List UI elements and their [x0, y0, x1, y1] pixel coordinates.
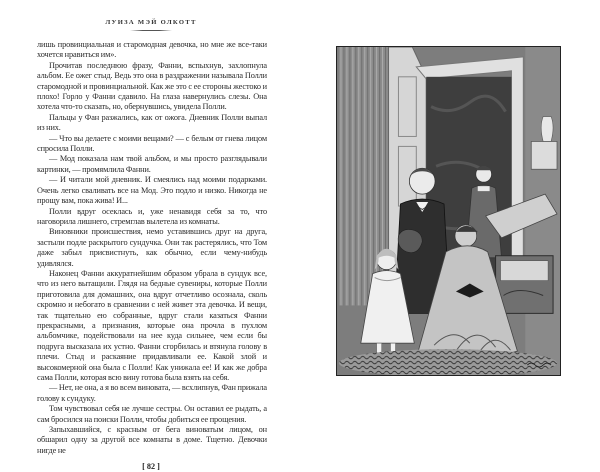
body-text — [37, 40, 267, 456]
dialogue-paragraph: — И читали мой дневник. И смеялись над моими подарками. Очень легко сваливать все на Мод. Это подло и низко. Никогда не прощу вам, пока жива! И... — [37, 175, 267, 206]
paragraph: Полли вдруг осеклась и, уже ненавидя себя за то, что наговорила лишнего, стремглав вылетела из комнаты. — [37, 206, 267, 226]
boy-head — [409, 168, 435, 194]
left-page — [0, 0, 300, 471]
paragraph: Том чувствовал себя не лучше сестры. Он оставил ее рыдать, а сам бросился на поиски Полли, чтобы добиться ее прощения. — [37, 404, 267, 424]
running-head: ЛУИЗА МЭЙ ОЛКОТТ — [105, 19, 197, 26]
paragraph: Пальцы у Фан разжались, как от ожога. Дневник Полли выпал из них. — [37, 112, 267, 133]
paragraph: Прочитав последнюю фразу, Фанни, вспыхнув, захлопнула альбом. Ее ожег стыд. Ведь это она в раздражении называла Полли старомодной и провинциальной. Как же это с ее стороны жестоко и плохо! Горло у Фанни сдавило. На глаза навернулись слезы. Она хотела что-то сказать, но, обернувшись, увидела Полли. — [37, 60, 267, 112]
shelf — [531, 141, 557, 169]
paragraph: Наконец Фанни аккуратнейшим образом убрала в сундук все, что из него вытащили. Глядя на бедные сувениры, которые Полли приготовила для домашних, она вдруг отчетливо осознала, сколь скромно и небогато в сравнении с ней живет эта девочка. И вещи, так тщательно ею собранные, вдруг стали казаться Фанни прекрасными, а признания, которые она прочла в пухлом альбомчике, подействовали на нее куда сильнее, чем если бы подруга высказала их устно. Фанни сгорбилась и втянула голову в плечи. Стыд и раскаяние придавливали ее. Какой злой и высокомерной она была с Полли! Как унижала ее! И как же добра сама Полли, которая всю вину готова была взять на себя. — [37, 268, 267, 382]
paragraph: Запыхавшийся, с красным от бега виноватым лицом, он обшарил одну за другой все комнаты в доме. Тщетно. Девочки нигде не — [37, 425, 267, 455]
paragraph: лишь провинциальная и старомодная девочка, но мне же все-таки хочется нравиться им». — [37, 40, 267, 60]
dialogue-paragraph: — Нет, не она, а я во всем виновата, — всхлипнув, Фан прижала голову к сундуку. — [37, 383, 267, 403]
dialogue-paragraph: — Мод показала нам твой альбом, и мы просто разглядывали картинки, — промямлила Фанни. — [37, 154, 267, 174]
vase — [541, 117, 553, 142]
illustration-drawing — [337, 47, 560, 375]
header-ornament-rule — [130, 30, 172, 31]
trunk-contents — [501, 261, 549, 281]
woman-collar — [478, 186, 490, 191]
dialogue-paragraph: — Что вы делаете с моими вещами? — с белым от гнева лицом спросила Полли. — [37, 133, 267, 154]
paragraph: Виновники происшествия, немо уставившись друг на друга, застыли подле раскрытого сундучка. Они так растерялись, что Том даже забыл присвистнуть, как обычно, если чему-нибудь удивлялся. — [37, 227, 267, 268]
boy-bundle — [398, 229, 422, 252]
illustration — [336, 46, 561, 376]
right-page — [300, 0, 600, 450]
page-number: [ 82 ] — [142, 462, 160, 471]
